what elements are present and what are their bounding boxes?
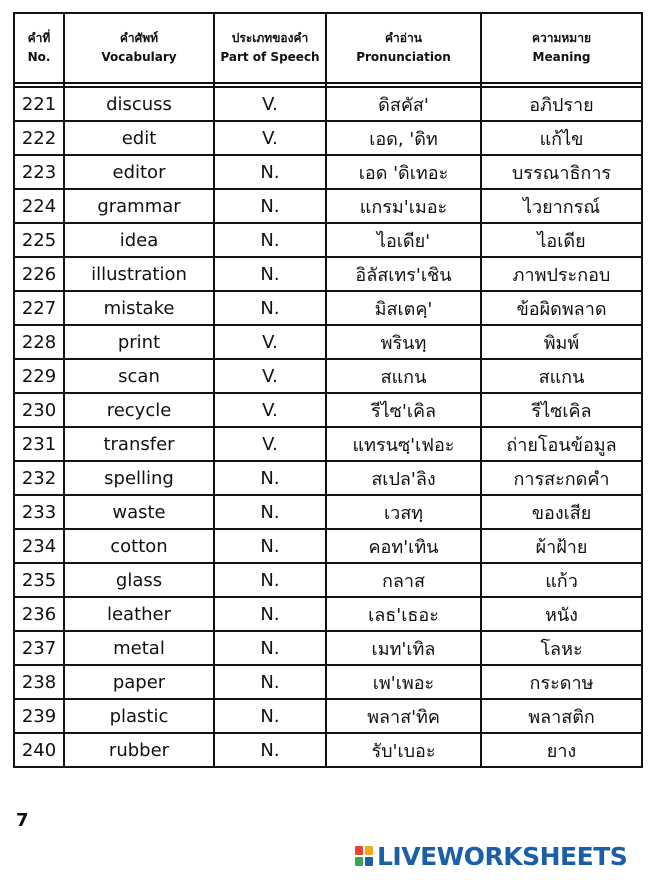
part-of-speech: N. <box>214 733 326 767</box>
header-row <box>14 13 642 83</box>
part-of-speech: N. <box>214 495 326 529</box>
row-number: 227 <box>14 291 64 325</box>
vocabulary-word: illustration <box>64 257 214 291</box>
row-number: 231 <box>14 427 64 461</box>
meaning: ไวยากรณ์ <box>481 189 642 223</box>
column-header <box>64 13 214 83</box>
table-row <box>14 359 642 393</box>
part-of-speech: N. <box>214 189 326 223</box>
vocabulary-word: waste <box>64 495 214 529</box>
vocabulary-word: glass <box>64 563 214 597</box>
row-number: 229 <box>14 359 64 393</box>
column-header <box>481 13 642 83</box>
meaning: แก้ว <box>481 563 642 597</box>
pronunciation: ไอเดีย' <box>326 223 481 257</box>
column-header-english: Pronunciation <box>356 50 451 64</box>
part-of-speech: N. <box>214 597 326 631</box>
meaning: พิมพ์ <box>481 325 642 359</box>
pronunciation: เอด 'ดิเทอะ <box>326 155 481 189</box>
table-row <box>14 495 642 529</box>
meaning: ของเสีย <box>481 495 642 529</box>
row-number: 230 <box>14 393 64 427</box>
pronunciation: เอด, 'ดิท <box>326 121 481 155</box>
table-row <box>14 597 642 631</box>
row-number: 221 <box>14 87 64 121</box>
pronunciation: เพ'เพอะ <box>326 665 481 699</box>
pronunciation: กลาส <box>326 563 481 597</box>
meaning: ไอเดีย <box>481 223 642 257</box>
column-header-english: Meaning <box>532 50 591 64</box>
vocabulary-word: discuss <box>64 87 214 121</box>
pronunciation: รีไซ'เคิล <box>326 393 481 427</box>
pronunciation: เวสทฺ <box>326 495 481 529</box>
row-number: 232 <box>14 461 64 495</box>
row-number: 239 <box>14 699 64 733</box>
vocabulary-word: rubber <box>64 733 214 767</box>
column-header-english: Part of Speech <box>220 50 320 64</box>
vocabulary-word: scan <box>64 359 214 393</box>
pronunciation: เลธ'เธอะ <box>326 597 481 631</box>
vocabulary-word: grammar <box>64 189 214 223</box>
liveworksheets-logo <box>355 840 627 872</box>
part-of-speech: V. <box>214 325 326 359</box>
table-row <box>14 461 642 495</box>
row-number: 225 <box>14 223 64 257</box>
vocabulary-word: idea <box>64 223 214 257</box>
row-number: 228 <box>14 325 64 359</box>
meaning: ภาพประกอบ <box>481 257 642 291</box>
part-of-speech: V. <box>214 427 326 461</box>
pronunciation: แทรนซฺ'เฟอะ <box>326 427 481 461</box>
table-row <box>14 223 642 257</box>
part-of-speech: N. <box>214 155 326 189</box>
vocabulary-word: transfer <box>64 427 214 461</box>
vocabulary-word: print <box>64 325 214 359</box>
pronunciation: เมท'เทิล <box>326 631 481 665</box>
column-header <box>326 13 481 83</box>
meaning: บรรณาธิการ <box>481 155 642 189</box>
page-number: 7 <box>16 810 29 831</box>
meaning: สแกน <box>481 359 642 393</box>
table-row <box>14 325 642 359</box>
table-row <box>14 665 642 699</box>
part-of-speech: V. <box>214 359 326 393</box>
meaning: ข้อผิดพลาด <box>481 291 642 325</box>
pronunciation: รับ'เบอะ <box>326 733 481 767</box>
table-row <box>14 291 642 325</box>
column-header-thai: ประเภทของคำ <box>231 31 309 45</box>
meaning: ยาง <box>481 733 642 767</box>
meaning: หนัง <box>481 597 642 631</box>
part-of-speech: V. <box>214 393 326 427</box>
part-of-speech: N. <box>214 257 326 291</box>
vocabulary-word: cotton <box>64 529 214 563</box>
meaning: รีไซเคิล <box>481 393 642 427</box>
meaning: การสะกดคำ <box>481 461 642 495</box>
part-of-speech: N. <box>214 291 326 325</box>
vocabulary-word: editor <box>64 155 214 189</box>
table-row <box>14 393 642 427</box>
pronunciation: พรินทฺ <box>326 325 481 359</box>
part-of-speech: V. <box>214 87 326 121</box>
column-header-thai: คำศัพท์ <box>119 31 159 45</box>
table-row <box>14 257 642 291</box>
table-row <box>14 155 642 189</box>
row-number: 236 <box>14 597 64 631</box>
pronunciation: มิสเตคฺ' <box>326 291 481 325</box>
vocabulary-word: mistake <box>64 291 214 325</box>
pronunciation: สเปล'ลิง <box>326 461 481 495</box>
row-number: 222 <box>14 121 64 155</box>
vocabulary-word: leather <box>64 597 214 631</box>
pronunciation: สแกน <box>326 359 481 393</box>
vocabulary-word: edit <box>64 121 214 155</box>
meaning: ผ้าฝ้าย <box>481 529 642 563</box>
meaning: แก้ไข <box>481 121 642 155</box>
pronunciation: แกรม'เมอะ <box>326 189 481 223</box>
vocabulary-word: paper <box>64 665 214 699</box>
pronunciation: คอท'เทิน <box>326 529 481 563</box>
meaning: พลาสติก <box>481 699 642 733</box>
pronunciation: อิลัสเทร'เชิน <box>326 257 481 291</box>
table-row <box>14 631 642 665</box>
table-row <box>14 189 642 223</box>
logo-text: LIVEWORKSHEETS <box>377 841 628 871</box>
part-of-speech: N. <box>214 665 326 699</box>
row-number: 224 <box>14 189 64 223</box>
column-header-thai: คำอ่าน <box>385 31 422 45</box>
row-number: 238 <box>14 665 64 699</box>
part-of-speech: N. <box>214 563 326 597</box>
table-row <box>14 563 642 597</box>
vocabulary-word: recycle <box>64 393 214 427</box>
row-number: 233 <box>14 495 64 529</box>
table-row <box>14 733 642 767</box>
column-header <box>14 13 64 83</box>
part-of-speech: N. <box>214 461 326 495</box>
row-number: 235 <box>14 563 64 597</box>
table-row <box>14 427 642 461</box>
column-header-english: Vocabulary <box>101 50 177 64</box>
row-number: 237 <box>14 631 64 665</box>
meaning: โลหะ <box>481 631 642 665</box>
row-number: 234 <box>14 529 64 563</box>
pronunciation: พลาส'ทิค <box>326 699 481 733</box>
column-header-thai: คำที่ <box>27 31 51 45</box>
row-number: 240 <box>14 733 64 767</box>
row-number: 223 <box>14 155 64 189</box>
table-row <box>14 529 642 563</box>
meaning: ถ่ายโอนข้อมูล <box>481 427 642 461</box>
part-of-speech: N. <box>214 699 326 733</box>
column-header <box>214 13 326 83</box>
part-of-speech: V. <box>214 121 326 155</box>
vocabulary-table <box>13 12 643 768</box>
part-of-speech: N. <box>214 529 326 563</box>
part-of-speech: N. <box>214 631 326 665</box>
part-of-speech: N. <box>214 223 326 257</box>
column-header-english: No. <box>27 50 51 64</box>
table-row <box>14 87 642 121</box>
meaning: อภิปราย <box>481 87 642 121</box>
table-row <box>14 699 642 733</box>
meaning: กระดาษ <box>481 665 642 699</box>
pronunciation: ดิสคัส' <box>326 87 481 121</box>
row-number: 226 <box>14 257 64 291</box>
vocabulary-word: metal <box>64 631 214 665</box>
table-row <box>14 121 642 155</box>
column-header-thai: ความหมาย <box>531 31 591 45</box>
vocabulary-word: plastic <box>64 699 214 733</box>
logo-mark-icon <box>355 846 373 866</box>
vocabulary-word: spelling <box>64 461 214 495</box>
